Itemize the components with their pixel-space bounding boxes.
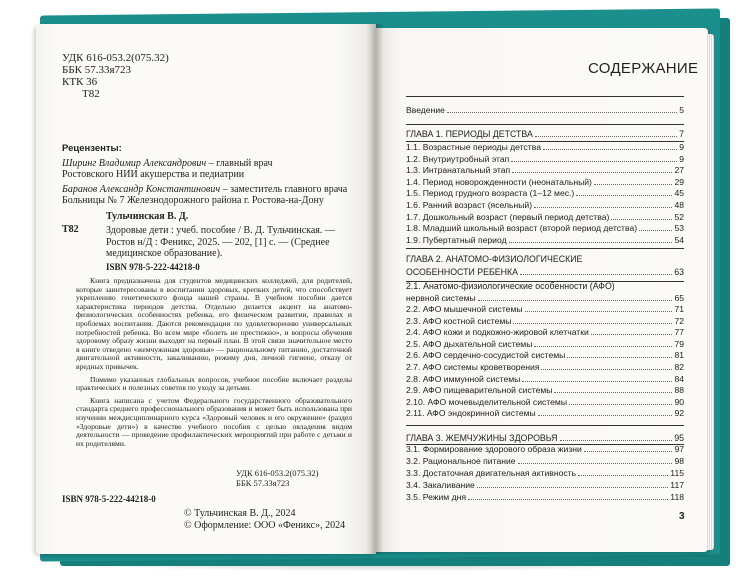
- toc-entry-label: 3.1. Формирование здорового образа жизни: [406, 444, 582, 454]
- toc-entry-page: 27: [674, 165, 684, 176]
- toc-entry-page: 45: [674, 188, 684, 199]
- toc-entry[interactable]: [406, 142, 684, 153]
- toc-entry[interactable]: [406, 327, 684, 338]
- toc-entry[interactable]: [406, 362, 684, 373]
- toc-entry-label: Введение: [406, 105, 445, 115]
- reviewer-1-org: Ростовского НИИ акушерства и педиатрии: [62, 169, 245, 180]
- page-edges: [706, 34, 714, 550]
- ktk-line: КТК 36: [62, 76, 98, 88]
- toc-entry-label: 1.8. Младший школьный возраст (второй период детства): [406, 223, 638, 234]
- reviewer-1-role: – главный врач: [206, 157, 273, 169]
- bibliographic-record: [62, 211, 352, 274]
- toc-leader-dots: [447, 112, 677, 113]
- isbn-record: ISBN 978-5-222-44218-0: [106, 262, 200, 273]
- code-line: Т82: [82, 88, 100, 100]
- toc-entry-page: 5: [679, 105, 684, 115]
- toc-entry-page: 63: [674, 267, 684, 277]
- page-number: 3: [679, 511, 685, 522]
- toc-leader-dots: [591, 334, 673, 335]
- toc-chapter-2[interactable]: [406, 267, 684, 278]
- toc-entry[interactable]: [406, 480, 684, 491]
- toc-entry-page: 52: [674, 211, 684, 222]
- copyright-design: © Оформление: ООО «Феникс», 2024: [184, 520, 346, 531]
- toc-leader-dots: [576, 195, 672, 196]
- toc-entry-label: нервной системы: [406, 293, 476, 303]
- toc-entry[interactable]: [406, 200, 684, 211]
- toc-entry-label: 1.7. Дошкольный возраст (первый период детства): [406, 211, 610, 222]
- book-description: Здоровые дети : учеб. пособие / В. Д. Тульчинская. — Ростов н/Д : Феникс, 2025. — 202, [1] с. — (Среднее медицинское образование).: [106, 224, 335, 260]
- toc-entry-page: 95: [674, 433, 684, 443]
- toc-chapter-2-line1: ГЛАВА 2. АНАТОМО-ФИЗИОЛОГИЧЕСКИЕ: [406, 254, 583, 264]
- toc-divider: [406, 96, 684, 97]
- toc-entry-page: 118: [670, 492, 684, 502]
- toc-leader-dots: [541, 369, 672, 370]
- toc-entry[interactable]: [406, 235, 684, 246]
- toc-leader-dots: [477, 487, 668, 488]
- toc-leader-dots: [578, 475, 668, 476]
- toc-entry[interactable]: [406, 397, 684, 408]
- reviewer-2: [62, 184, 352, 196]
- toc-entry[interactable]: [406, 374, 684, 385]
- toc-leader-dots: [511, 161, 677, 162]
- toc-entry[interactable]: [406, 468, 684, 479]
- toc-entry-page: 9: [679, 142, 684, 152]
- toc-entry[interactable]: [406, 177, 684, 188]
- toc-leader-dots: [468, 499, 668, 500]
- toc-entry-page: 77: [674, 327, 684, 338]
- toc-entry-page: 7: [679, 129, 684, 139]
- toc-entry[interactable]: [406, 293, 684, 304]
- toc-entry[interactable]: [406, 316, 684, 327]
- toc-entry-page: 97: [674, 444, 684, 454]
- toc-entry-page: 98: [674, 456, 684, 466]
- toc-entry[interactable]: [406, 444, 684, 455]
- toc-entry[interactable]: [406, 339, 684, 350]
- toc-leader-dots: [538, 415, 673, 416]
- toc-leader-dots: [518, 463, 673, 464]
- toc-entry-label: 2.2. АФО мышечной системы: [406, 304, 523, 314]
- toc-leader-dots: [534, 207, 672, 208]
- toc-entry-page: 115: [670, 468, 684, 478]
- toc-entry-page: 84: [674, 373, 684, 384]
- toc-entry-label: 1.2. Внутриутробный этап: [406, 153, 510, 164]
- toc-entry-label: 2.4. АФО кожи и подкожно-жировой клетчатки: [406, 327, 589, 338]
- toc-entry-page: 29: [674, 176, 684, 187]
- annotation: [76, 277, 352, 452]
- toc-entry-page: 88: [674, 385, 684, 396]
- toc-entry[interactable]: [406, 304, 684, 315]
- toc-leader-dots: [534, 346, 672, 347]
- toc-entry-page: 53: [674, 223, 684, 234]
- toc-entry-label: ГЛАВА 3. ЖЕМЧУЖИНЫ ЗДОРОВЬЯ: [406, 433, 558, 443]
- toc-entry-label: 3.5. Режим дня: [406, 492, 467, 502]
- toc-leader-dots: [569, 404, 672, 405]
- toc-leader-dots: [639, 230, 672, 231]
- toc-leader-dots: [513, 323, 672, 324]
- toc-entry-page: 92: [674, 408, 684, 419]
- toc-leader-dots: [522, 381, 672, 382]
- udk-block: [62, 52, 169, 100]
- toc-leader-dots: [611, 219, 672, 220]
- toc-entry[interactable]: [406, 350, 684, 361]
- toc-entry-label: 1.5. Период грудного возраста (1–12 мес.): [406, 188, 575, 199]
- udk-bottom-line: УДК 616-053.2(075.32): [236, 468, 319, 478]
- toc-divider: [406, 124, 684, 125]
- toc-leader-dots: [512, 172, 672, 173]
- toc-entry-page: 82: [674, 362, 684, 372]
- toc-entry-label: 2.3. АФО костной системы: [406, 315, 512, 326]
- toc-chapter-3[interactable]: [406, 433, 684, 444]
- toc-leader-dots: [509, 242, 673, 243]
- toc-leader-dots: [567, 357, 672, 358]
- reviewer-2-org: Больницы № 7 Железнодорожного района г. Ростова-на-Дону: [62, 195, 324, 206]
- reviewers-block: [62, 143, 352, 207]
- toc-entry-page: 9: [679, 153, 684, 164]
- toc-entry-page: 90: [674, 396, 684, 407]
- toc-chapter-1[interactable]: [406, 129, 684, 140]
- toc-divider: [406, 425, 684, 426]
- toc-entry-page: 48: [674, 200, 684, 210]
- toc-entry[interactable]: [406, 456, 684, 467]
- toc-entry-label: 1.1. Возрастные периоды детства: [406, 142, 541, 152]
- toc-entry-intro[interactable]: [406, 105, 684, 116]
- toc-divider: [406, 248, 684, 249]
- catalog-code: Т82: [62, 224, 79, 235]
- toc-entry-label: 2.5. АФО дыхательной системы: [406, 338, 533, 349]
- toc-entry-line1: 2.1. Анатомо-физиологические особенности (АФО): [406, 281, 615, 291]
- toc-entry-label: 3.4. Закаливание: [406, 480, 475, 490]
- bbk-bottom-line: ББК 57.33я723: [236, 478, 290, 488]
- reviewers-heading: Рецензенты:: [62, 143, 122, 154]
- toc-leader-dots: [543, 149, 677, 150]
- toc-leader-dots: [525, 311, 673, 312]
- book-gutter: [366, 24, 384, 554]
- toc-entry-label: 2.9. АФО пищеварительной системы: [406, 385, 553, 396]
- annotation-paragraph: Книга предназначена для студентов медицинских колледжей, для родителей, которые заинтересованы в воспитании здоровых, крепких детей, что способствует укреплению генетического фонда нашей страны. В учебном пособии дается характеристика периодов детства. Отдельно делается акцент на анатомо-физиологических особенностях ребенка, его физическом развитии, правилах и проблемах воспитания. Даются рекомендации по удовлетворению универсальных потребностей ребенка. Во всем мире «болеть не престижно», и вопросы обучения здоровому образу жизни выходят на первый план. В этой связи значительное место в книге отведено «жемчужинам здоровья» — рациональному питанию, достаточной двигательной активности, закаливанию, режиму дня, личной гигиене, отказу от вредных привычек.: [76, 276, 352, 371]
- annotation-paragraph: Помимо указанных глобальных вопросов, учебное пособие включает разделы практических и полезных советов по уходу за детьми.: [76, 374, 352, 393]
- toc-leader-dots: [535, 136, 677, 137]
- annotation-paragraph: Книга написана с учетом Федерального государственного образовательного стандарта среднего профессионального образования и может быть использована при изучении междисциплинарного курса «Здоровый человек и его окружение» (раздел «Здоровые дети») в качестве учебного пособия с целью овладения видом деятельности — проведение профилактических мероприятий при работе с детьми и их родителями.: [76, 395, 352, 448]
- toc-entry-page: 117: [670, 480, 684, 490]
- toc-entry-label: 1.6. Ранний возраст (ясельный): [406, 200, 533, 210]
- toc-entry[interactable]: [406, 212, 684, 223]
- udk-bottom: [236, 468, 319, 488]
- reviewer-1-name: Ширинг Владимир Александрович: [62, 157, 207, 169]
- toc-entry-page: 81: [674, 350, 684, 361]
- toc-entry[interactable]: [406, 223, 684, 234]
- reviewer-2-name: Баранов Александр Константинович: [62, 183, 221, 195]
- toc-leader-dots: [520, 274, 672, 275]
- toc-leader-dots: [554, 392, 672, 393]
- toc-entry-label: 3.2. Рациональное питание: [406, 456, 516, 466]
- reviewer-1: [62, 158, 352, 170]
- isbn-bottom: ISBN 978-5-222-44218-0: [62, 494, 156, 504]
- toc-entry[interactable]: [406, 492, 684, 503]
- toc-entry-label: ОСОБЕННОСТИ РЕБЕНКА: [406, 267, 518, 277]
- bbk-line: ББК 57.33я723: [62, 64, 132, 76]
- toc-title: СОДЕРЖАНИЕ: [588, 60, 699, 77]
- toc-entry-page: 54: [674, 234, 684, 245]
- toc-entry-label: 3.3. Достаточная двигательная активность: [406, 468, 577, 478]
- udk-line: УДК 616-053.2(075.32): [62, 52, 169, 64]
- toc-entry-label: 1.4. Период новорожденности (неонатальный): [406, 176, 592, 187]
- toc-entry-page: 71: [674, 304, 684, 314]
- toc-leader-dots: [594, 184, 673, 185]
- toc-leader-dots: [560, 440, 673, 441]
- toc-leader-dots: [478, 300, 673, 301]
- toc-entry-label: 2.10. АФО мочевыделительной системы: [406, 396, 568, 407]
- copyright: [184, 508, 345, 532]
- toc-entry-page: 79: [674, 338, 684, 349]
- toc-entry-label: ГЛАВА 1. ПЕРИОДЫ ДЕТСТВА: [406, 129, 533, 139]
- reviewer-2-role: – заместитель главного врача: [220, 183, 348, 195]
- toc-entry-label: 2.11. АФО эндокринной системы: [406, 408, 536, 419]
- toc-entry-label: 2.7. АФО системы кроветворения: [406, 362, 540, 372]
- toc-entry-label: 1.9. Пубертатный период: [406, 234, 507, 245]
- toc-entry-page: 72: [674, 315, 684, 326]
- toc-entry[interactable]: [406, 385, 684, 396]
- toc-entry[interactable]: [406, 408, 684, 419]
- author-name: Тульчинская В. Д.: [106, 211, 189, 222]
- copyright-author: © Тульчинская В. Д., 2024: [184, 508, 296, 519]
- toc-leader-dots: [584, 451, 673, 452]
- toc-entry[interactable]: [406, 188, 684, 199]
- toc-entry[interactable]: [406, 154, 684, 165]
- toc-entry-label: 2.8. АФО иммунной системы: [406, 373, 521, 384]
- toc-entry[interactable]: [406, 165, 684, 176]
- toc-entry-label: 2.6. АФО сердечно-сосудистой системы: [406, 350, 566, 361]
- toc-entry-label: 1.3. Интранатальный этап: [406, 165, 511, 176]
- toc-entry-page: 65: [674, 293, 684, 303]
